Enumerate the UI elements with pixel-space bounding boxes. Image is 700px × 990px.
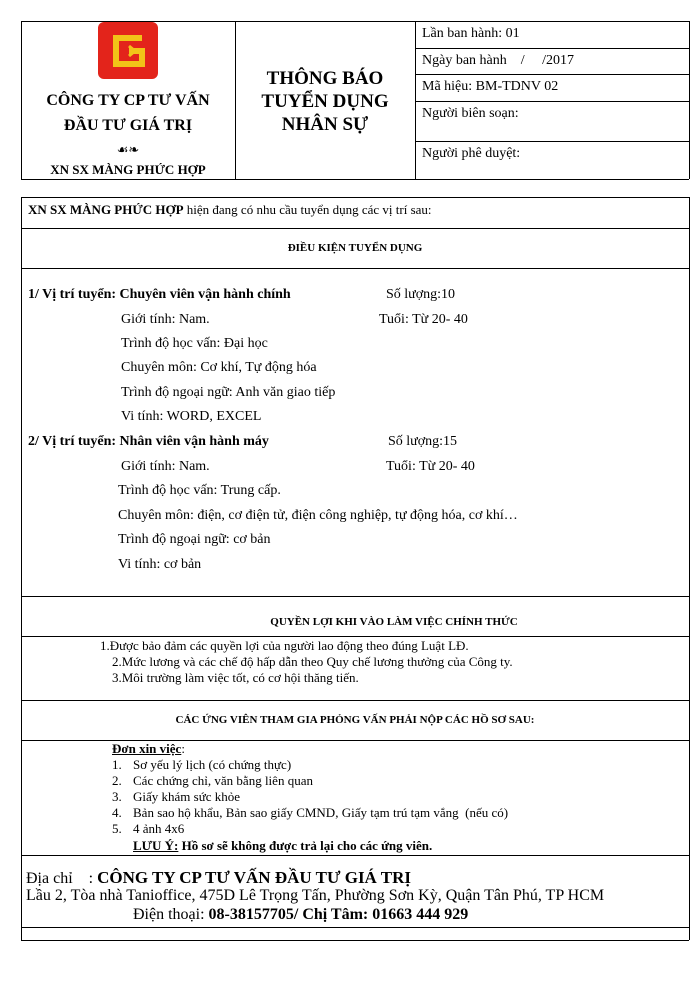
intro-company: XN SX MÀNG PHỨC HỢP [28,202,184,217]
meta-issue: Lần ban hành: 01 [422,26,520,41]
doc-title-line2: TUYỂN DỤNG [261,91,389,112]
position1-title: 1/ Vị trí tuyển: Chuyên viên vận hành chính [28,287,291,302]
position2-quantity: Số lượng:15 [388,434,458,449]
benefit-item-2: 2.Mức lương và các chế độ hấp dẫn theo Quy chế lương thưởng của Công ty. [112,654,513,669]
position1-age: Tuổi: Từ 20- 40 [379,312,468,327]
position1-quantity: Số lượng:10 [386,287,456,302]
position2-language: Trình độ ngoại ngữ: cơ bản [118,532,271,547]
note-label: LƯU Ý: [133,838,179,853]
list-item-text: Giấy khám sức khỏe [133,789,241,804]
benefits-heading: QUYỀN LỢI KHI VÀO LÀM VIỆC CHÍNH THỨC [270,616,518,628]
phone-label: Điện thoại: [133,906,209,923]
benefit-item-1: 1.Được bảo đảm các quyền lợi của người lao động theo đúng Luật LĐ. [100,638,469,653]
position2-education: Trình độ học vấn: Trung cấp. [118,483,281,498]
division-name: XN SX MÀNG PHỨC HỢP [50,162,206,177]
documents-label-text: Đơn xin việc [112,741,182,756]
documents-heading: CÁC ỨNG VIÊN THAM GIA PHỎNG VẤN PHẢI NỘP CÁC HỒ SƠ SAU: [175,714,535,726]
position2-major: Chuyên môn: điện, cơ điện tử, điện công nghiệp, tự động hóa, cơ khí… [118,508,518,523]
position1-computer: Vi tính: WORD, EXCEL [121,409,262,424]
company-name-line1: CÔNG TY CP TƯ VẤN [46,92,210,109]
position1-major: Chuyên môn: Cơ khí, Tự động hóa [121,360,317,375]
position2-age: Tuổi: Từ 20- 40 [386,459,475,474]
company-logo [98,22,158,79]
phone-number: 08-38157705/ Chị Tâm: 01663 444 929 [208,906,469,923]
benefit-item-3: 3.Môi trường làm việc tốt, có cơ hội thăng tiến. [112,670,359,685]
conditions-heading: ĐIỀU KIỆN TUYỂN DỤNG [287,242,423,254]
list-item-text: Sơ yếu lý lịch (có chứng thực) [133,757,292,772]
intro-line [28,202,432,218]
list-item-number: 4. [112,805,122,820]
documents-label [112,741,185,757]
contact-phone-line [133,906,468,924]
position2-computer: Vi tính: cơ bản [118,557,202,572]
list-item-number: 2. [112,773,122,788]
doc-title [235,67,415,136]
meta-date: Ngày ban hành / /2017 [422,53,575,68]
doc-title-line3: NHÂN SỰ [281,114,369,135]
address-label: Địa chỉ : [26,870,98,887]
list-item-text: 4 ảnh 4x6 [133,821,185,836]
position1-language: Trình độ ngoại ngữ: Anh văn giao tiếp [121,385,336,400]
ornament: ☙❧ [116,143,140,158]
position2-title: 2/ Vị trí tuyển: Nhân viên vận hành máy [28,434,269,449]
doc-title-line1: THÔNG BÁO [266,68,384,89]
position1-education: Trình độ học vấn: Đại học [121,336,268,351]
list-item-text: Các chứng chỉ, văn bằng liên quan [133,773,313,788]
documents-note [133,838,432,854]
meta-code: Mã hiệu: BM-TDNV 02 [422,79,559,94]
contact-address-line [26,868,411,888]
contact-company: CÔNG TY CP TƯ VẤN ĐẦU TƯ GIÁ TRỊ [97,868,412,887]
meta-author: Người biên soạn: [422,106,519,121]
list-item-number: 1. [112,757,122,772]
meta-approver: Người phê duyệt: [422,146,521,161]
contact-address: Lầu 2, Tòa nhà Tanioffice, 475D Lê Trọng Tấn, Phường Sơn Kỳ, Quận Tân Phú, TP HCM [26,887,605,904]
intro-text: hiện đang có nhu cầu tuyển dụng các vị trí sau: [183,202,432,217]
position1-gender: Giới tính: Nam. [121,312,210,327]
list-item-number: 3. [112,789,122,804]
company-name-line2: ĐẦU TƯ GIÁ TRỊ [63,117,193,134]
position2-gender: Giới tính: Nam. [121,459,210,474]
list-item-text: Bản sao hộ khẩu, Bản sao giấy CMND, Giấy tạm trú tạm vắng (nếu có) [133,805,509,820]
documents-label-colon: : [181,741,185,756]
note-text: Hồ sơ sẽ không được trả lại cho các ứng viên. [178,838,433,853]
list-item-number: 5. [112,821,122,836]
